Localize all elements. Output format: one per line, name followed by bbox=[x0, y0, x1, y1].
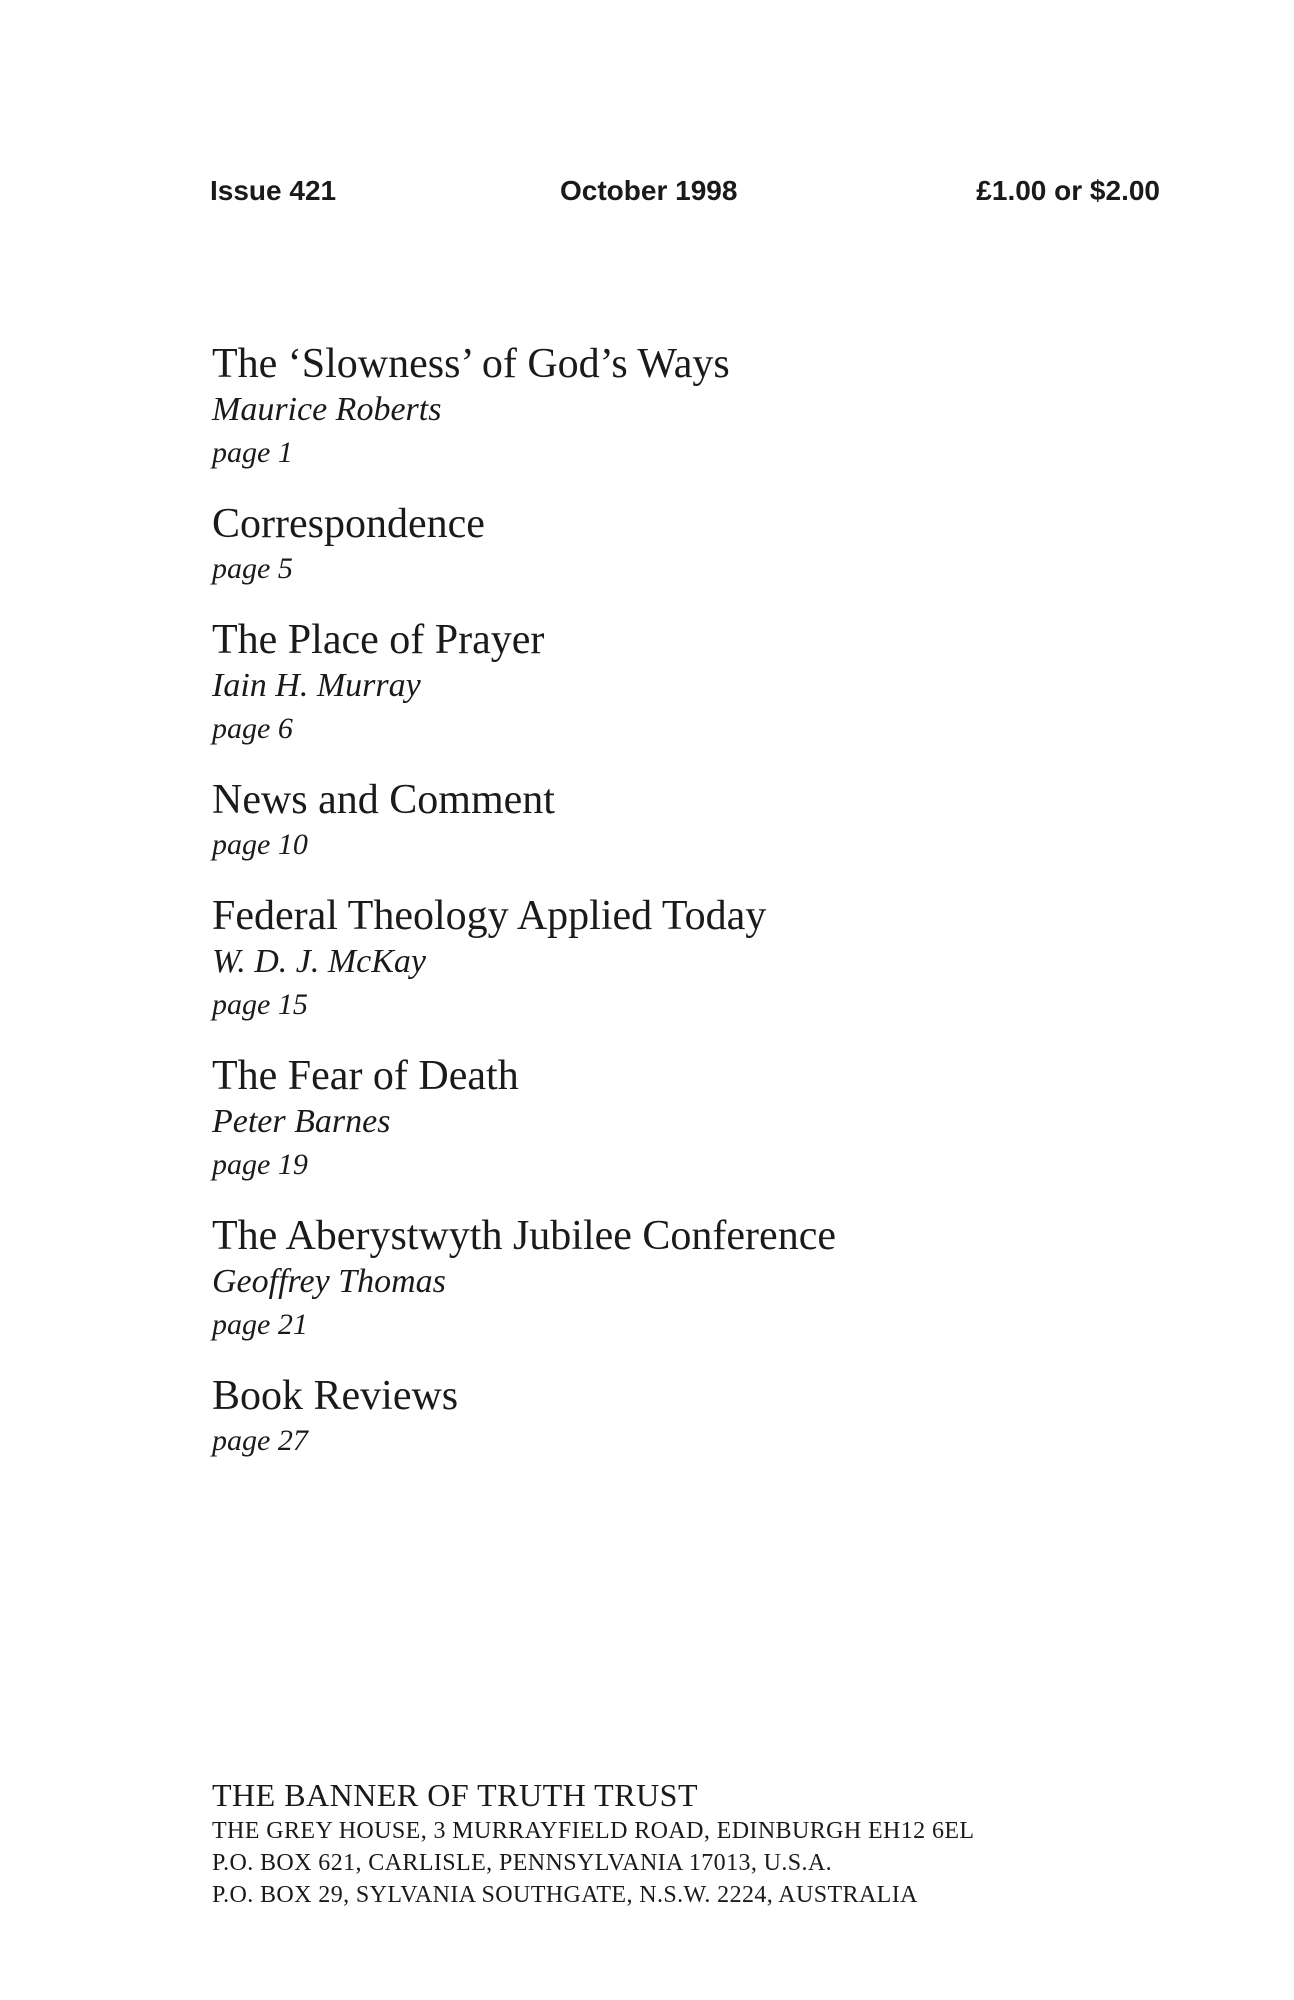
entry-page: page 21 bbox=[212, 1308, 308, 1341]
address-line: THE GREY HOUSE, 3 MURRAYFIELD ROAD, EDINBURGH EH12 6EL bbox=[212, 1818, 975, 1844]
entry-title: The Aberystwyth Jubilee Conference bbox=[212, 1213, 836, 1259]
address-line: P.O. BOX 621, CARLISLE, PENNSYLVANIA 17013, U.S.A. bbox=[212, 1850, 833, 1876]
issue-number: Issue 421 bbox=[210, 175, 337, 206]
issue-price: £1.00 or $2.00 bbox=[976, 175, 1160, 206]
entry-author: Geoffrey Thomas bbox=[212, 1263, 446, 1300]
entry-page: page 6 bbox=[212, 712, 293, 745]
entry-title: The Place of Prayer bbox=[212, 617, 545, 663]
contents-entry[interactable] bbox=[212, 616, 1112, 750]
contents-entry[interactable] bbox=[212, 500, 1112, 590]
entry-title: Federal Theology Applied Today bbox=[212, 893, 767, 939]
issue-date: October 1998 bbox=[560, 175, 738, 206]
issue-header bbox=[210, 175, 1160, 215]
entry-page: page 27 bbox=[212, 1424, 308, 1457]
entry-title: Correspondence bbox=[212, 501, 485, 547]
publisher-name: THE BANNER OF TRUTH TRUST bbox=[212, 1777, 699, 1813]
entry-author: Maurice Roberts bbox=[212, 391, 442, 428]
entry-page: page 15 bbox=[212, 988, 308, 1021]
contents-entry[interactable] bbox=[212, 340, 1112, 474]
entry-page: page 5 bbox=[212, 552, 293, 585]
entry-author: Peter Barnes bbox=[212, 1103, 391, 1140]
address-line: P.O. BOX 29, SYLVANIA SOUTHGATE, N.S.W. 2224, AUSTRALIA bbox=[212, 1882, 918, 1908]
contents-entry[interactable] bbox=[212, 1372, 1112, 1462]
contents-entry[interactable] bbox=[212, 1052, 1112, 1186]
entry-author: Iain H. Murray bbox=[212, 667, 421, 704]
entry-title: Book Reviews bbox=[212, 1373, 459, 1419]
entry-title: The Fear of Death bbox=[212, 1053, 519, 1099]
entry-title: The ‘Slowness’ of God’s Ways bbox=[212, 341, 730, 387]
contents-entry[interactable] bbox=[212, 1212, 1112, 1346]
publisher-block bbox=[212, 1775, 1262, 1911]
entry-author: W. D. J. McKay bbox=[212, 943, 427, 980]
contents-entry[interactable] bbox=[212, 776, 1112, 866]
entry-page: page 1 bbox=[212, 436, 293, 469]
entry-page: page 19 bbox=[212, 1148, 308, 1181]
contents-entry[interactable] bbox=[212, 892, 1112, 1026]
table-of-contents bbox=[212, 340, 1112, 1488]
entry-page: page 10 bbox=[212, 828, 308, 861]
entry-title: News and Comment bbox=[212, 777, 555, 823]
